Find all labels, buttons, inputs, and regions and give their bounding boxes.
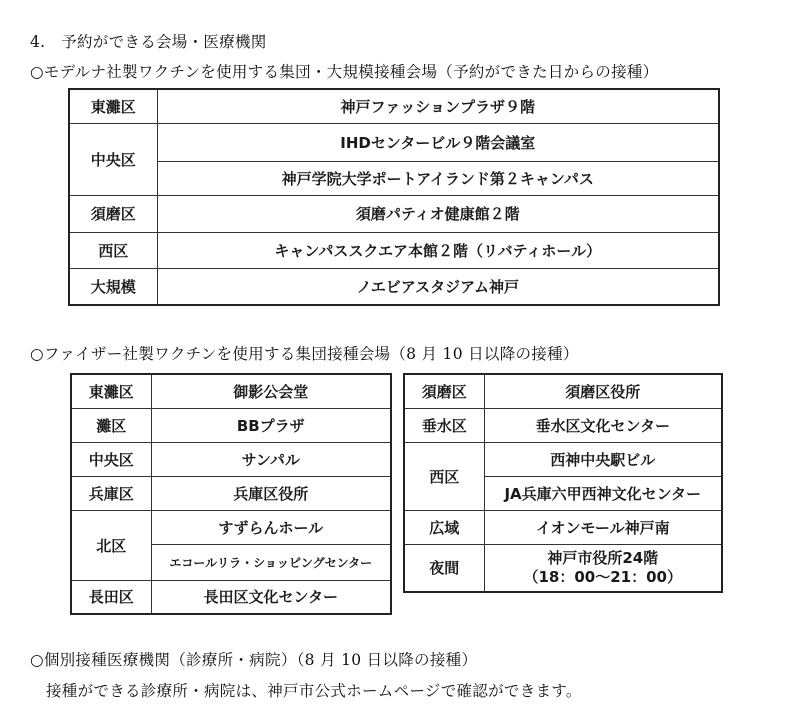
venue-cell bbox=[484, 544, 722, 592]
section-heading: 4. 予約ができる会場・医療機関 bbox=[30, 33, 267, 51]
pfizer-right-table bbox=[403, 373, 723, 593]
venue-line: 神戸市役所24階 bbox=[547, 548, 659, 567]
venue-cell: 須磨パティオ健康館２階 bbox=[157, 195, 719, 232]
venue-cell: 神戸ファッションプラザ９階 bbox=[157, 89, 719, 123]
table-row bbox=[404, 408, 722, 442]
table-row bbox=[69, 232, 719, 268]
table-row bbox=[69, 89, 719, 123]
venue-cell: JA兵庫六甲西神文化センター bbox=[484, 476, 722, 510]
area-cell: 北区 bbox=[71, 510, 151, 580]
venue-cell: エコールリラ・ショッピングセンター bbox=[151, 544, 391, 580]
venue-cell: ノエビアスタジアム神戸 bbox=[157, 268, 719, 305]
area-cell: 中央区 bbox=[69, 123, 157, 195]
table-row bbox=[69, 161, 719, 195]
area-cell: 兵庫区 bbox=[71, 476, 151, 510]
moderna-venue-table bbox=[68, 88, 720, 306]
table-row bbox=[404, 374, 722, 408]
table-row bbox=[71, 580, 391, 614]
area-cell: 東灘区 bbox=[69, 89, 157, 123]
area-cell: 西区 bbox=[404, 442, 484, 510]
area-cell: 長田区 bbox=[71, 580, 151, 614]
area-cell: 須磨区 bbox=[69, 195, 157, 232]
venue-cell: 西神中央駅ビル bbox=[484, 442, 722, 476]
venue-cell: すずらんホール bbox=[151, 510, 391, 544]
venue-cell: 長田区文化センター bbox=[151, 580, 391, 614]
hours-line: （18：00～21：00） bbox=[523, 567, 682, 586]
area-cell: 夜間 bbox=[404, 544, 484, 592]
table-row bbox=[69, 123, 719, 161]
table-row bbox=[404, 544, 722, 592]
table-row bbox=[69, 195, 719, 232]
pfizer-left-table bbox=[70, 373, 392, 615]
pfizer-heading: ○ファイザー社製ワクチンを使用する集団接種会場（8 月 10 日以降の接種） bbox=[30, 345, 579, 363]
table-row bbox=[71, 476, 391, 510]
venue-cell: IHDセンタービル９階会議室 bbox=[157, 123, 719, 161]
venue-cell: BBプラザ bbox=[151, 408, 391, 442]
table-row bbox=[404, 442, 722, 476]
venue-cell: 神戸学院大学ポートアイランド第２キャンパス bbox=[157, 161, 719, 195]
venue-cell: 須磨区役所 bbox=[484, 374, 722, 408]
individual-heading: ○個別接種医療機関（診療所・病院）（8 月 10 日以降の接種） bbox=[30, 651, 478, 669]
venue-cell: キャンパススクエア本館２階（リバティホール） bbox=[157, 232, 719, 268]
table-row bbox=[71, 442, 391, 476]
area-cell: 灘区 bbox=[71, 408, 151, 442]
area-cell: 大規模 bbox=[69, 268, 157, 305]
venue-cell: 兵庫区役所 bbox=[151, 476, 391, 510]
area-cell: 西区 bbox=[69, 232, 157, 268]
table-row bbox=[71, 510, 391, 544]
venue-cell: 垂水区文化センター bbox=[484, 408, 722, 442]
table-row bbox=[71, 374, 391, 408]
table-row bbox=[69, 268, 719, 305]
area-cell: 須磨区 bbox=[404, 374, 484, 408]
moderna-heading: ○モデルナ社製ワクチンを使用する集団・大規模接種会場（予約ができた日からの接種） bbox=[30, 63, 659, 81]
venue-cell: サンパル bbox=[151, 442, 391, 476]
venue-cell: イオンモール神戸南 bbox=[484, 510, 722, 544]
venue-cell: 御影公会堂 bbox=[151, 374, 391, 408]
area-cell: 広域 bbox=[404, 510, 484, 544]
area-cell: 垂水区 bbox=[404, 408, 484, 442]
table-row bbox=[71, 408, 391, 442]
area-cell: 東灘区 bbox=[71, 374, 151, 408]
area-cell: 中央区 bbox=[71, 442, 151, 476]
individual-note: 接種ができる診療所・病院は、神戸市公式ホームページで確認ができます。 bbox=[46, 682, 582, 700]
table-row bbox=[404, 510, 722, 544]
